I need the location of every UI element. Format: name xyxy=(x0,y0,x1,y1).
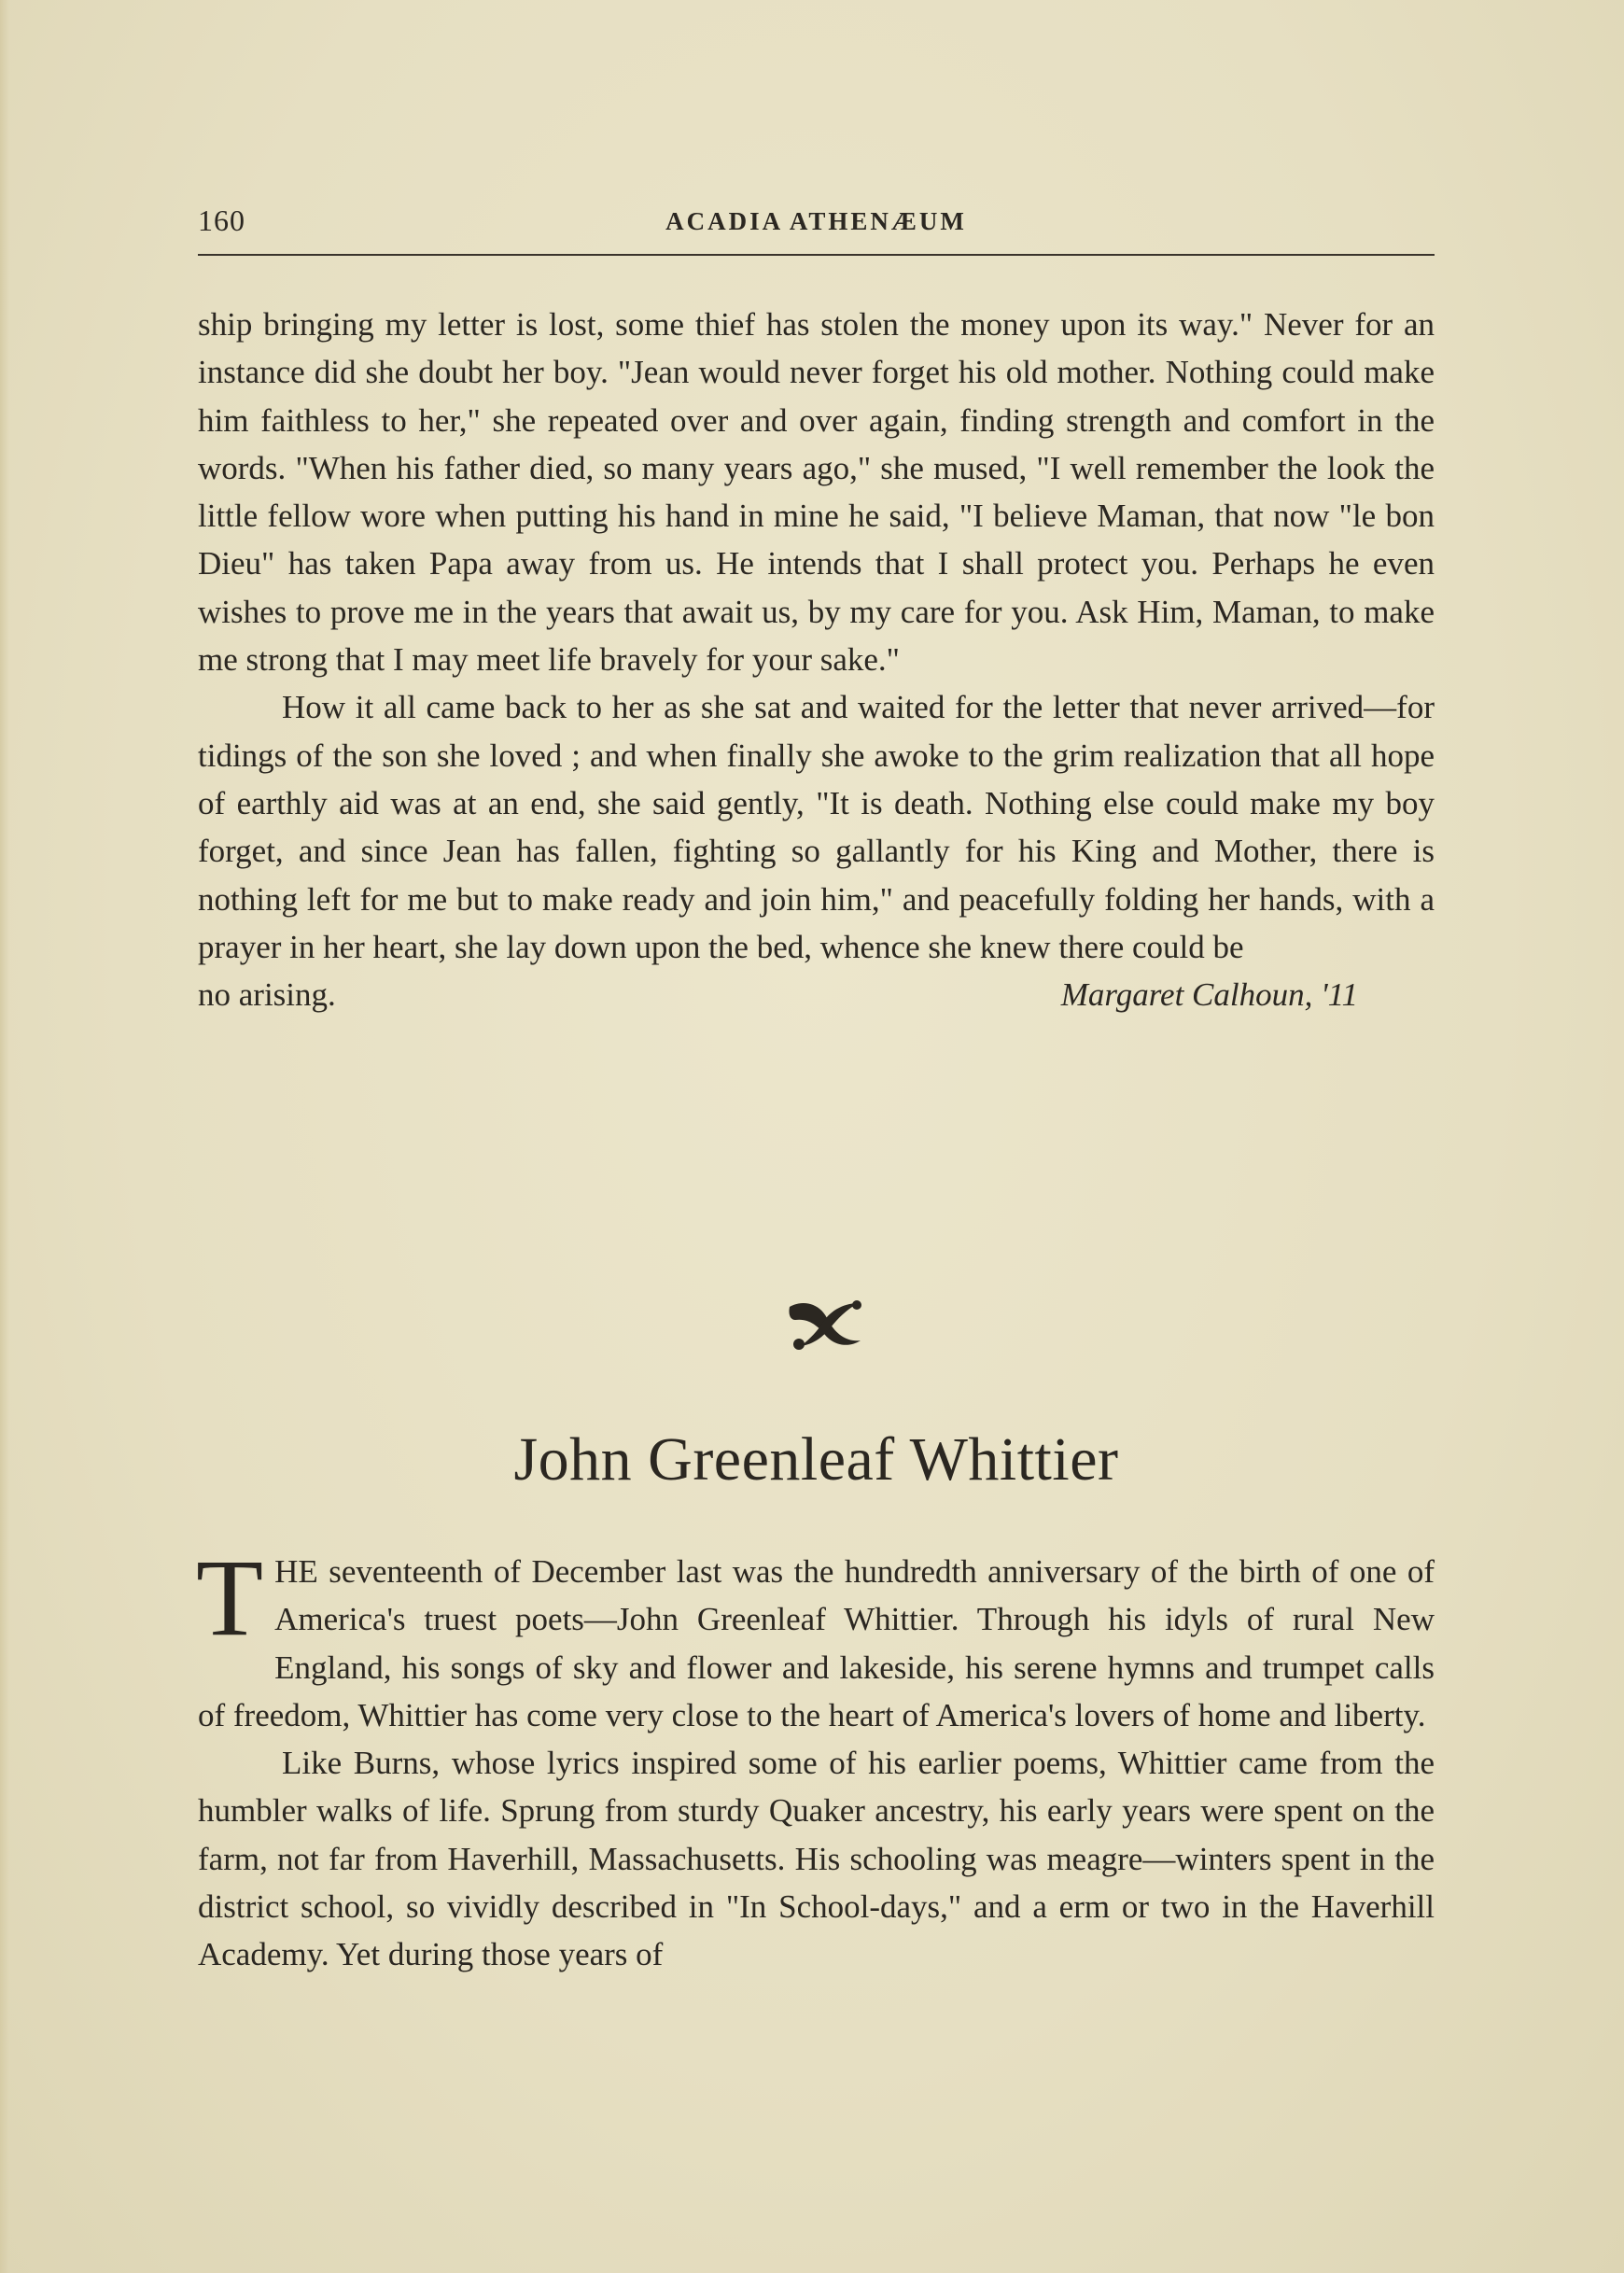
article-title: John Greenleaf Whittier xyxy=(513,1425,1119,1494)
page-edge-shading xyxy=(0,0,9,2273)
story-closing-line xyxy=(198,971,1435,1018)
story-paragraph: How it all came back to her as she sat and waited for the letter that never arrived—for tidings of the son she loved ; and when finally she awoke to the grim realization that all hope of earthly aid was at an end, she said gently, "It is death. Nothing else could make my boy forget, and since Jean has fallen, fighting so gallantly for his King and Mother, there is nothing left for me but to make ready and join him," and peacefully folding her hands, with a prayer in her heart, she lay down upon the bed, whence she knew there could be xyxy=(198,689,1435,965)
story-paragraph: ship bringing my letter is lost, some thief has stolen the money upon its way." Never for an instance did she doubt her boy. "Jean would never forget his old mother. Nothing could make him faithless to her," she repeated over and over again, finding strength and comfort in the words. "When his father died, so many years ago," she mused, "I well remember the look the little fellow wore when putting his hand in mine he said, "I believe Maman, that now "le bon Dieu" has taken Papa away from us. He intends that I shall protect you. Perhaps he even wishes to prove me in the years that await us, by my care for you. Ask Him, Maman, to make me strong that I may meet life bravely for your sake." xyxy=(198,306,1435,679)
story-last-line: no arising. xyxy=(198,976,336,1014)
fleuron-ornament-icon xyxy=(782,1290,866,1355)
header-rule xyxy=(198,254,1435,256)
article-text xyxy=(196,1536,1435,1979)
article-paragraph-text: HE seventeenth of December last was the hundredth anniversary of the birth of one of America's truest poets—John Greenleaf Whittier. Through his idyls of rural New England, his songs of sky and flower and lakeside, his serene hymns and trumpet calls of freedom, Whittier has come very close to the heart of America's lovers of home and liberty. xyxy=(198,1553,1435,1733)
drop-cap: T xyxy=(196,1536,264,1659)
story-text xyxy=(198,301,1435,1018)
author-signature: Margaret Calhoun, '11 xyxy=(1060,976,1358,1014)
page-number: 160 xyxy=(198,203,245,237)
article-paragraph: Like Burns, whose lyrics inspired some of his earlier poems, Whittier came from the humbler walks of life. Sprung from sturdy Quaker ancestry, his early years were spent on the farm, not far from Haverhill, Massachusetts. His schooling was meagre—winters spent in the district school, so vividly described in "In School-days," and a erm or two in the Haverhill Academy. Yet during those years of xyxy=(198,1745,1435,1973)
running-title: ACADIA ATHENÆUM xyxy=(665,207,967,235)
article-paragraph xyxy=(196,1536,1435,1739)
page-header xyxy=(198,198,1435,245)
